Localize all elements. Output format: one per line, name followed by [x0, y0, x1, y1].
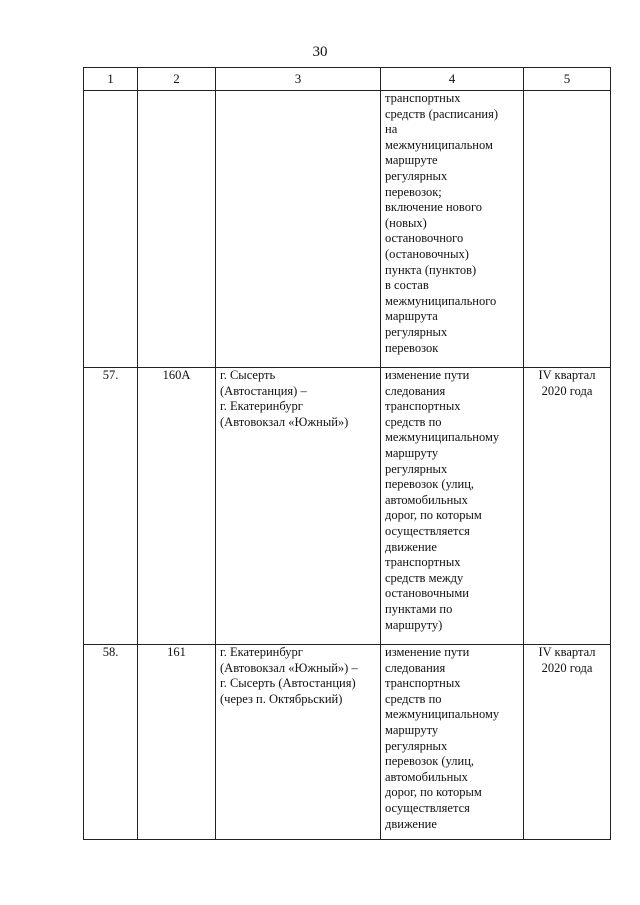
change-description: транспортных средств (расписания) на межмуниципальном маршруте регулярных перевозок; включение нового (новых) остановочного (остановочных) пункта (пунктов) в состав межмуниципального маршрута регулярных перевозок [381, 91, 524, 368]
change-description: изменение пути следования транспортных средств по межмуниципальному маршруту регулярных перевозок (улиц, автомобильных дорог, по которым осуществляется движение [381, 645, 524, 840]
table-row [84, 368, 611, 645]
route-name: г. Сысерть (Автостанция) – г. Екатеринбург (Автовокзал «Южный») [216, 368, 381, 645]
column-header-5: 5 [524, 68, 611, 91]
period: IV квартал 2020 года [524, 645, 611, 840]
page-number: 30 [312, 44, 328, 60]
row-number: 57. [84, 368, 138, 645]
table-row [84, 645, 611, 840]
change-description: изменение пути следования транспортных средств по межмуниципальному маршруту регулярных перевозок (улиц, автомобильных дорог, по которым осуществляется движение транспортных средств между остановочными пунктами по маршруту) [381, 368, 524, 645]
row-number: 58. [84, 645, 138, 840]
route-number [138, 91, 216, 368]
period [524, 91, 611, 368]
routes-table [83, 67, 611, 840]
column-header-4: 4 [381, 68, 524, 91]
route-name: г. Екатеринбург (Автовокзал «Южный») – г. Сысерть (Автостанция) (через п. Октябрьский) [216, 645, 381, 840]
period: IV квартал 2020 года [524, 368, 611, 645]
column-header-2: 2 [138, 68, 216, 91]
table-header-row [84, 68, 611, 91]
column-header-3: 3 [216, 68, 381, 91]
row-number [84, 91, 138, 368]
table-row [84, 91, 611, 368]
route-number: 161 [138, 645, 216, 840]
route-name [216, 91, 381, 368]
column-header-1: 1 [84, 68, 138, 91]
route-number: 160А [138, 368, 216, 645]
